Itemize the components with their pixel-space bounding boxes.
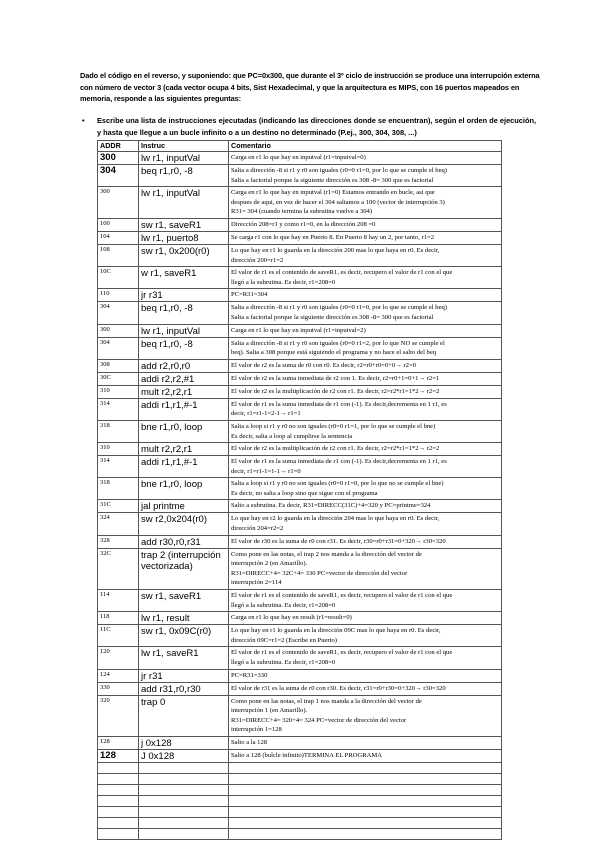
comment-line: Salta a factorial porque la siguiente dirección es 308 -8= 300 que es factorial [231,313,434,321]
comment-cell [229,420,502,442]
addr-cell: 30C [98,372,139,385]
comment-line: llegó a la subrutina. Es decir, r1=208=0 [231,601,336,609]
instruction-cell: beq r1,r0, -8 [139,302,229,324]
instruction-cell: trap 2 (interrupción vectorizada) [139,548,229,589]
addr-cell: 300 [98,152,139,165]
comment-line: interrupción 1 (en Amarillo). [231,707,308,715]
comment-line: Dirección 208=r1 y como r1=0, en la dirección 208 =0 [231,220,376,228]
instruction-cell: jal printme [139,500,229,513]
instruction-cell: bne r1,r0, loop [139,478,229,500]
comment-cell [229,385,502,398]
instruction-cell: lw r1, puerto8 [139,231,229,244]
empty-cell [139,762,229,773]
instruction-cell: sw r1, saveR1 [139,590,229,612]
instruction-cell: sw r1, saveR1 [139,218,229,231]
table-row [98,647,502,669]
comment-line: dirección 09C=r1=2 (Escribe en Puerto) [231,636,337,644]
table-row [98,443,502,456]
comment-line: dirección 204=r2=2 [231,525,284,533]
comment-cell [229,513,502,535]
comment-line: Salto a la 128 [231,738,268,746]
comment-line: Salta a factorial porque la siguiente dirección es 308 -8= 300 que es factorial [231,176,434,184]
instruction-cell: w r1, saveR1 [139,267,229,289]
comment-cell [229,548,502,589]
table-row [98,152,502,165]
comment-line: Como pone en las notas, el trap 2 nos manda a la dirección del vector de [231,550,422,558]
empty-table-row [98,762,502,773]
addr-cell: 104 [98,231,139,244]
addr-cell: 300 [98,187,139,219]
addr-cell: 32C [98,548,139,589]
comment-cell [229,218,502,231]
instruction-cell: trap 0 [139,695,229,736]
instruction-cell: addi r1,r1,#-1 [139,456,229,478]
comment-line: El valor de r31 es la suma de r0 con r30. Es decir, r31=r0+r30=0+320→ r30=320 [231,684,446,692]
comment-cell [229,749,502,762]
instruction-cell: sw r2,0x204(r0) [139,513,229,535]
instruction-table [97,140,502,840]
comment-line: El valor de r1 es la suma inmediata de r1 con (-1). Es decir,decrementa en 1 r1, es [231,400,447,408]
table-body [98,152,502,840]
table-row [98,398,502,420]
comment-line: El valor de r1 es el contenido de saveR1, es decir, recupero el valor de r1 con el que [231,649,453,657]
comment-line: Se carga r1 con lo que hay en Puerto 8. En Puerto 8 hay un 2, por tanto, r1=2 [231,233,435,241]
addr-cell: 308 [98,359,139,372]
table-row [98,682,502,695]
addr-cell: 320 [98,695,139,736]
comment-line: PC=R31=330 [231,671,268,679]
table-row [98,337,502,359]
comment-cell [229,152,502,165]
comment-cell [229,372,502,385]
instruction-cell: bne r1,r0, loop [139,420,229,442]
question-bullet [80,115,540,138]
comment-line: Carga en r1 lo que hay en inputval (r1=0) Estamos entrando en bucle, asi que [231,189,435,197]
instruction-cell: j 0x128 [139,736,229,749]
comment-line: El valor de r2 es la suma de r0 con r0. Es decir, r2=r0+r0=0+0→ r2=0 [231,361,416,369]
instruction-cell: lw r1, inputVal [139,152,229,165]
instruction-cell: beq r1,r0, -8 [139,337,229,359]
table-row [98,625,502,647]
empty-cell [139,773,229,784]
comment-line: beq). Salta a 308 porque está siguiendo el programa y no hace el salto del beq [231,349,437,357]
instruction-cell: addi r2,r2,#1 [139,372,229,385]
comment-line: El valor de r1 es el contenido de saveR1, es decir, recupero el valor de r1 con el que [231,269,453,277]
addr-cell: 120 [98,647,139,669]
comment-line: despues de aqui, en vez de hacer el 304 saltamos a 100 (vector de interrupción 3) [231,198,445,206]
addr-cell: 300 [98,324,139,337]
table-row [98,749,502,762]
comment-line: Lo que hay en r2 lo guarda en la dirección 204 mas lo que haya en r0. Es decir, [231,515,440,523]
comment-line: dirección 200=r1=2 [231,256,284,264]
addr-cell: 124 [98,669,139,682]
comment-line: Carga en r1 lo que hay en inputval (r1=inputval=0) [231,154,366,161]
empty-table-row [98,806,502,817]
empty-cell [98,817,139,828]
addr-cell: 314 [98,456,139,478]
comment-line: Salto a subrutina. Es decir, R31=DIRECC(31C)+4=320 y PC=printme=324 [231,502,431,510]
instruction-cell: jr r31 [139,289,229,302]
addr-cell: 304 [98,337,139,359]
table-row [98,187,502,219]
instruction-cell: J 0x128 [139,749,229,762]
comment-cell [229,590,502,612]
comment-cell [229,324,502,337]
empty-cell [98,828,139,839]
empty-table-row [98,795,502,806]
table-row [98,385,502,398]
empty-cell [229,762,502,773]
comment-line: El valor de r2 es la suma inmediata de r2 con 1. Es decir, r2=r0+1=0+1→ r2=1 [231,374,440,382]
addr-cell: 318 [98,478,139,500]
comment-line: Salta a dirección -8 si r1 y r0 son iguales (r0=0 r1=0, por lo que se cumple el beq) [231,167,447,174]
comment-cell [229,669,502,682]
empty-cell [229,795,502,806]
addr-cell: 314 [98,398,139,420]
table-row [98,359,502,372]
table-row [98,669,502,682]
empty-cell [98,806,139,817]
comment-line: Como pone en las notas, el trap 1 nos manda a la dirección del vector de [231,697,422,705]
comment-cell [229,500,502,513]
addr-cell: 330 [98,682,139,695]
comment-cell [229,267,502,289]
addr-cell: 10C [98,267,139,289]
comment-cell [229,535,502,548]
addr-cell: 118 [98,612,139,625]
addr-cell: 304 [98,165,139,187]
table-row [98,324,502,337]
addr-cell: 110 [98,289,139,302]
empty-cell [139,806,229,817]
intro-paragraph: Dado el código en el reverso, y suponiendo: que PC=0x300, que durante el 3º ciclo de instrucción se produce una interrupción externa con número de vector 3 (cada vector ocupa 4 bits, Sist Hexadecimal, y que la arquitectura es MIPS, con 16 puertos mapeados en memoria, responde a las siguientes preguntas: [80,71,540,103]
comment-cell [229,289,502,302]
addr-cell: 328 [98,535,139,548]
instruction-cell: mult r2,r2,r1 [139,443,229,456]
table-row [98,244,502,266]
comment-line: Salta a dirección -8 si r1 y r0 son iguales (r0=0 r1=2, por lo que NO se cumple el [231,339,445,347]
comment-line: decir, r1=r1-1=1-1→ r1=0 [231,467,301,475]
comment-cell [229,456,502,478]
comment-cell [229,736,502,749]
empty-cell [229,817,502,828]
empty-cell [98,773,139,784]
comment-line: decir, r1=r1-1=2-1→ r1=1 [231,410,301,418]
comment-cell [229,231,502,244]
instruction-cell: beq r1,r0, -8 [139,165,229,187]
comment-line: Salta a loop si r1 y r0 no son iguales (r0=0 r1=0, por lo que no se cumple el bne) [231,480,444,488]
instruction-cell: lw r1, result [139,612,229,625]
table-row [98,736,502,749]
empty-cell [139,784,229,795]
comment-cell [229,165,502,187]
table-row [98,535,502,548]
comment-cell [229,695,502,736]
addr-cell: 31C [98,500,139,513]
header-comentario: Comentario [229,141,502,152]
question-text: Escribe una lista de instrucciones ejecutadas (indicando las direcciones donde se encuentran), según el orden de ejecución, y hasta que llegue a un bucle infinito o a un destino no determinado (P.ej., 300, 304, 308, ...) [97,116,537,137]
comment-cell [229,478,502,500]
empty-table-row [98,773,502,784]
comment-cell [229,359,502,372]
table-row [98,372,502,385]
comment-line: El valor de r1 es el contenido de saveR1, es decir, recupero el valor de r1 con el que [231,592,453,600]
bullet-icon: • [82,116,85,125]
comment-line: Carga en r1 lo que hay en inputval (r1=inputval=2) [231,326,366,334]
addr-cell: 11C [98,625,139,647]
comment-line: R31=DIRECC+4= 32C+4= 330 PC=vector de dirección del vector [231,569,408,577]
comment-line: El valor de r2 es la multiplicación de r2 con r1. Es decir, r2=r2*r1=1*2→ r2=2 [231,445,440,453]
comment-cell [229,443,502,456]
empty-table-row [98,828,502,839]
addr-cell: 310 [98,385,139,398]
addr-cell: 128 [98,736,139,749]
comment-line: interrupción 2=114 [231,579,282,587]
empty-cell [98,784,139,795]
instruction-cell: add r31,r0,r30 [139,682,229,695]
comment-line: llegó a la subrutina. Es decir, r1=208=0 [231,278,336,286]
empty-cell [229,773,502,784]
instruction-cell: add r2,r0,r0 [139,359,229,372]
table-row [98,695,502,736]
empty-cell [229,784,502,795]
comment-line: R31= 304 (cuando termina la subrutina vuelve a 304) [231,208,373,216]
addr-cell: 108 [98,244,139,266]
table-row [98,302,502,324]
addr-cell: 324 [98,513,139,535]
table-row [98,231,502,244]
table-row [98,513,502,535]
comment-line: Salta a loop si r1 y r0 no son iguales (r0=0 r1=1, por lo que se cumple el bne) [231,422,436,430]
table-row [98,267,502,289]
comment-cell [229,302,502,324]
instruction-cell: lw r1, inputVal [139,324,229,337]
addr-cell: 310 [98,443,139,456]
table-row [98,478,502,500]
instruction-cell: sw r1, 0x200(r0) [139,244,229,266]
instruction-cell: lw r1, inputVal [139,187,229,219]
comment-line: Es decir, salta a loop al cumplirse la sentencia [231,432,353,440]
table-row [98,165,502,187]
comment-line: Lo que hay en r1 lo guarda en la dirección 09C mas lo que haya en r0. Es decir, [231,627,441,635]
comment-line: Es decir, no salta a loop sino que sigue con el programa [231,489,378,497]
table-header-row [98,141,502,152]
comment-line: Carga en r1 lo que hay en result (r1=result=0) [231,614,352,622]
comment-cell [229,647,502,669]
header-instruc: Instruc [139,141,229,152]
table-row [98,456,502,478]
instruction-cell: add r30,r0,r31 [139,535,229,548]
comment-line: llegó a la subrutina. Es decir, r1=208=0 [231,659,336,666]
instruction-cell: mult r2,r2,r1 [139,385,229,398]
table-row [98,289,502,302]
addr-cell: 304 [98,302,139,324]
addr-cell: 100 [98,218,139,231]
comment-line: Lo que hay en r1 lo guarda en la dirección 200 mas lo que haya en r0. Es decir, [231,246,440,254]
comment-line: R31=DIRECC+4= 320+4= 324 PC=vector de dirección del vector [231,716,407,724]
empty-cell [229,806,502,817]
comment-cell [229,244,502,266]
addr-cell: 114 [98,590,139,612]
instruction-cell: lw r1, saveR1 [139,647,229,669]
table-row [98,420,502,442]
empty-cell [139,795,229,806]
addr-cell: 128 [98,749,139,762]
header-addr: ADDR [98,141,139,152]
comment-line: interrupción 2 (en Amarillo). [231,560,308,568]
empty-cell [139,828,229,839]
instruction-cell: sw r1, 0x09C(r0) [139,625,229,647]
comment-cell [229,398,502,420]
comment-line: El valor de r30 es la suma de r0 con r31. Es decir, r30=r0+r31=0+320→ r30=320 [231,537,446,545]
addr-cell: 318 [98,420,139,442]
comment-cell [229,612,502,625]
comment-line: El valor de r2 es la multiplicación de r2 con r1. Es decir, r2=r2*r1=1*2→ r2=2 [231,387,440,395]
comment-line: PC=R31=304 [231,291,268,299]
comment-cell [229,337,502,359]
comment-cell [229,187,502,219]
table-row [98,548,502,589]
table-row [98,590,502,612]
empty-cell [98,795,139,806]
empty-table-row [98,817,502,828]
comment-cell [229,625,502,647]
instruction-cell: jr r31 [139,669,229,682]
comment-line: Salta a dirección -8 si r1 y r0 son iguales (r0=0 r1=0, por lo que se cumple el beq) [231,304,447,312]
table-row [98,500,502,513]
empty-table-row [98,784,502,795]
comment-line: El valor de r1 es la suma inmediata de r1 con (-1). Es decir,decrementa en 1 r1, es [231,458,447,466]
table-row [98,612,502,625]
comment-cell [229,682,502,695]
comment-line: interrupción 1=128 [231,726,282,734]
empty-cell [139,817,229,828]
table-row [98,218,502,231]
empty-cell [229,828,502,839]
comment-line: Salto a 128 (bulcle infinito)TERMINA EL PROGRAMA [231,751,383,759]
empty-cell [98,762,139,773]
instruction-cell: addi r1,r1,#-1 [139,398,229,420]
